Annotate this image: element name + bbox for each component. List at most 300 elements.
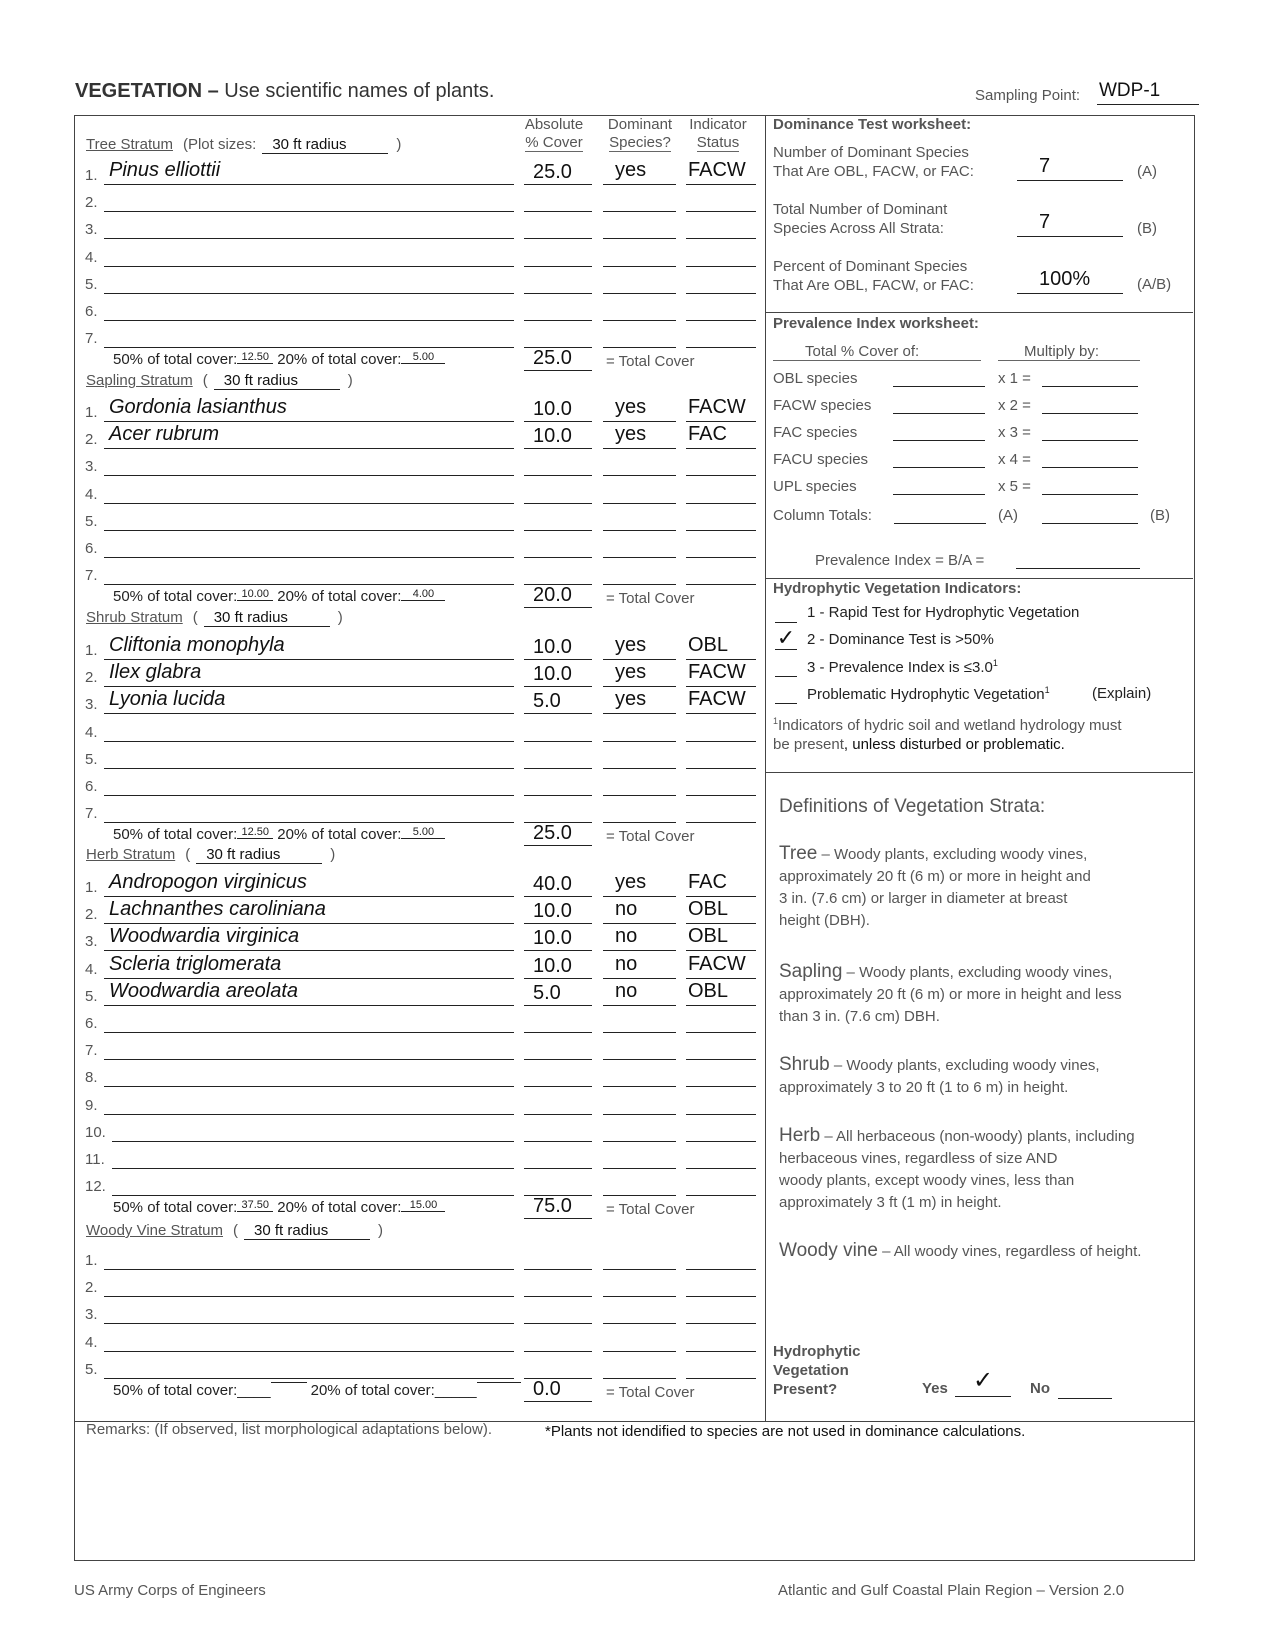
indicator-status-field[interactable]: FACW — [686, 396, 756, 422]
indicator-status-field[interactable] — [686, 505, 756, 531]
species-field[interactable] — [104, 505, 514, 531]
dominant-field[interactable] — [603, 532, 676, 558]
species-field[interactable]: Lyonia lucida — [104, 688, 514, 714]
total-cover-field[interactable]: 75.0 — [524, 1195, 592, 1219]
species-field[interactable] — [104, 716, 514, 742]
species-field[interactable] — [104, 1089, 514, 1115]
dominance-title: Dominance Test worksheet: — [773, 116, 972, 133]
species-field[interactable] — [104, 322, 514, 348]
dominant-field[interactable]: yes — [603, 396, 676, 422]
column-totals-b-field[interactable] — [1042, 507, 1138, 524]
row-number: 7. — [85, 1042, 98, 1060]
stratum-name: Shrub Stratum — [86, 609, 183, 626]
absolute-cover-field[interactable] — [524, 1300, 592, 1324]
present-yes-field[interactable] — [955, 1366, 1011, 1397]
fifty-percent-label: 50% of total cover:____ — [113, 1382, 271, 1399]
dominant-field[interactable] — [603, 478, 676, 504]
prevalence-result-field[interactable] — [1042, 397, 1138, 414]
indicator-status-field[interactable] — [686, 450, 756, 476]
species-field[interactable]: Ilex glabra — [104, 661, 514, 687]
indicator-status-field[interactable] — [686, 213, 756, 239]
plot-size-close: ) — [347, 372, 353, 389]
dominant-field[interactable]: yes — [603, 661, 676, 687]
species-field[interactable] — [112, 1143, 514, 1169]
species-field[interactable]: Lachnanthes caroliniana — [104, 898, 514, 924]
plot-size-label: ( — [202, 372, 208, 389]
dominant-field[interactable] — [603, 1143, 676, 1169]
absolute-cover-field[interactable]: 5.0 — [524, 982, 592, 1006]
prevalence-multiplier: x 3 = — [998, 424, 1031, 441]
dominant-field[interactable] — [603, 213, 676, 239]
row-number: 5. — [85, 512, 98, 530]
dominant-field[interactable]: no — [603, 953, 676, 979]
prevalence-cover-field[interactable] — [893, 370, 985, 387]
indicator-status-field[interactable]: FAC — [686, 423, 756, 449]
absolute-cover-field[interactable] — [524, 1355, 592, 1379]
species-field[interactable] — [104, 1061, 514, 1087]
species-field[interactable] — [104, 1271, 514, 1297]
species-field[interactable]: Scleria triglomerata — [104, 953, 514, 979]
indicator-status-field[interactable]: FACW — [686, 953, 756, 979]
plot-size-label: ( — [185, 846, 191, 863]
fifty-percent-field[interactable]: 12.50 — [237, 826, 273, 839]
fifty-percent-label: 50% of total cover: — [113, 588, 238, 606]
definition-shrub: Shrub – Woody plants, excluding woody vines, approximately 3 to 20 ft (1 to 6 m) in height. — [779, 1054, 1100, 1096]
species-field[interactable] — [104, 797, 514, 823]
indicator-status-field[interactable] — [686, 1326, 756, 1352]
sampling-point-label: Sampling Point: — [975, 87, 1081, 104]
dominant-field[interactable]: yes — [603, 634, 676, 660]
indicator-status-field[interactable]: FAC — [686, 871, 756, 897]
absolute-cover-field[interactable] — [524, 534, 592, 558]
row-number: 9. — [85, 1096, 98, 1114]
stratum-header — [86, 136, 401, 154]
plot-size-field[interactable]: 30 ft radius — [196, 846, 322, 864]
absolute-cover-field[interactable] — [524, 188, 592, 212]
dominance-ab-tag: (A/B) — [1137, 276, 1172, 293]
indicator-footnote: $^1$Indicators of hydric soil and wetland hydrology must be present, unless disturbed or problematic. — [773, 716, 1122, 753]
dominance-a-tag: (A) — [1137, 163, 1157, 180]
prevalence-species-label: FACW species — [773, 397, 872, 414]
present-no-field[interactable] — [1058, 1380, 1112, 1399]
absolute-cover-field[interactable] — [524, 561, 592, 585]
plot-size-field[interactable]: 30 ft radius — [214, 372, 340, 390]
species-field[interactable] — [104, 1298, 514, 1324]
column-totals-a-tag: (A) — [998, 507, 1018, 524]
total-cover-label: = Total Cover — [606, 590, 695, 608]
definition-herb: Herb – All herbaceous (non-woody) plants, including herbaceous vines, regardless of size AND woody plants, except woody vines, less than approximately 3 ft (1 m) in height. — [779, 1125, 1135, 1211]
column-divider — [765, 115, 766, 1421]
indicator-label: 2 - Dominance Test is >50% — [807, 631, 994, 648]
species-field[interactable]: Gordonia lasianthus — [104, 396, 514, 422]
species-field[interactable] — [104, 478, 514, 504]
dominant-field[interactable] — [603, 1326, 676, 1352]
cover-summary — [113, 351, 445, 368]
dominant-field[interactable] — [603, 743, 676, 769]
indicator-status-field[interactable] — [686, 1116, 756, 1142]
dominant-field[interactable] — [603, 1353, 676, 1379]
row-number: 3. — [85, 221, 98, 239]
species-field[interactable]: Acer rubrum — [104, 423, 514, 449]
dominant-field[interactable] — [603, 559, 676, 585]
check-icon: ✓ — [776, 625, 796, 650]
indicator-status-field[interactable] — [686, 1034, 756, 1060]
indicator-status-field[interactable]: OBL — [686, 898, 756, 924]
absolute-cover-field[interactable]: 10.0 — [524, 955, 592, 979]
cover-summary — [113, 1199, 445, 1216]
dominant-field[interactable]: no — [603, 980, 676, 1006]
row-number: 7. — [85, 567, 98, 585]
dominant-field[interactable] — [603, 450, 676, 476]
indicator-status-field[interactable] — [686, 716, 756, 742]
absolute-cover-field[interactable]: 40.0 — [524, 873, 592, 897]
fifty-percent-field[interactable]: 12.50 — [237, 351, 273, 364]
prevalence-divider — [765, 578, 1193, 579]
absolute-cover-header: Absolute % Cover — [524, 116, 584, 151]
absolute-cover-field[interactable] — [524, 1091, 592, 1115]
row-number: 6. — [85, 1015, 98, 1032]
species-field[interactable]: Pinus elliottii — [104, 159, 514, 185]
prevalence-multiplier: x 1 = — [998, 370, 1031, 387]
row-number: 7. — [85, 805, 98, 823]
dominant-field[interactable]: yes — [603, 688, 676, 714]
indicator-status-field[interactable] — [686, 322, 756, 348]
species-field[interactable] — [112, 1170, 514, 1196]
absolute-cover-field[interactable] — [524, 324, 592, 348]
cover-summary — [113, 826, 445, 843]
row-number: 4. — [85, 248, 98, 266]
row-number: 7. — [85, 330, 98, 348]
footnote-marker: 1 — [1044, 685, 1050, 695]
absolute-cover-field[interactable] — [524, 270, 592, 294]
row-number: 2. — [85, 906, 98, 924]
indicator-status-field[interactable]: OBL — [686, 925, 756, 951]
fifty-percent-field[interactable] — [271, 1382, 307, 1383]
indicator-status-field[interactable] — [686, 1244, 756, 1270]
indicator-status-field[interactable]: FACW — [686, 688, 756, 714]
species-field[interactable]: Woodwardia areolata — [104, 980, 514, 1006]
indicator-text — [807, 685, 1050, 703]
indicator-status-field[interactable] — [686, 1271, 756, 1297]
absolute-cover-field[interactable] — [524, 1145, 592, 1169]
column-totals-a-field[interactable] — [894, 507, 986, 524]
species-field[interactable] — [104, 268, 514, 294]
absolute-cover-field[interactable] — [524, 1172, 592, 1196]
indicator-checkbox[interactable] — [775, 627, 797, 650]
dominance-b-value[interactable]: 7 — [1017, 211, 1123, 237]
prevalence-multiplier: x 4 = — [998, 451, 1031, 468]
dominant-field[interactable] — [603, 1298, 676, 1324]
species-field[interactable] — [104, 213, 514, 239]
dominance-b-tag: (B) — [1137, 220, 1157, 237]
absolute-cover-field[interactable] — [524, 1246, 592, 1270]
absolute-cover-field[interactable] — [524, 1328, 592, 1352]
definition-sapling: Sapling – Woody plants, excluding woody vines, approximately 20 ft (6 m) or more in height and less than 3 in. (7.6 cm) DBH. — [779, 961, 1122, 1025]
species-field[interactable] — [104, 186, 514, 212]
dominant-field[interactable] — [603, 1271, 676, 1297]
total-cover-field[interactable]: 25.0 — [524, 822, 592, 846]
species-field[interactable] — [104, 532, 514, 558]
row-number: 2. — [85, 194, 98, 212]
indicator-status-field[interactable]: FACW — [686, 661, 756, 687]
dominant-field[interactable]: yes — [603, 871, 676, 897]
total-cover-label: = Total Cover — [606, 1201, 695, 1219]
dominant-field[interactable] — [603, 1061, 676, 1087]
prevalence-multiplier: x 2 = — [998, 397, 1031, 414]
dominant-field[interactable] — [603, 797, 676, 823]
species-field[interactable] — [104, 1034, 514, 1060]
row-number: 1. — [85, 404, 98, 421]
absolute-cover-field[interactable]: 10.0 — [524, 398, 592, 422]
species-field[interactable] — [104, 743, 514, 769]
total-cover-field[interactable]: 20.0 — [524, 584, 592, 608]
indicator-status-field[interactable] — [686, 532, 756, 558]
cover-summary — [113, 588, 445, 605]
dominant-field[interactable]: yes — [603, 159, 676, 185]
species-field[interactable] — [104, 241, 514, 267]
indicator-checkbox[interactable] — [775, 681, 797, 704]
dominant-field[interactable] — [603, 1089, 676, 1115]
species-field[interactable] — [104, 450, 514, 476]
prevalence-cover-field[interactable] — [893, 397, 985, 414]
column-totals-label: Column Totals: — [773, 507, 872, 524]
indicator-status-field[interactable] — [686, 1298, 756, 1324]
indicator-status-field[interactable] — [686, 241, 756, 267]
indicator-status-field[interactable]: FACW — [686, 159, 756, 185]
dominant-field[interactable] — [603, 1170, 676, 1196]
species-field[interactable]: Andropogon virginicus — [104, 871, 514, 897]
dominant-field[interactable] — [603, 716, 676, 742]
absolute-cover-field[interactable] — [524, 772, 592, 796]
species-field[interactable] — [104, 295, 514, 321]
indicator-status-field[interactable] — [686, 770, 756, 796]
twenty-percent-field[interactable] — [477, 1382, 521, 1383]
row-number: 3. — [85, 696, 98, 714]
stratum-name: Sapling Stratum — [86, 372, 193, 389]
plot-size-close: ) — [330, 846, 336, 863]
absolute-cover-field[interactable] — [524, 1118, 592, 1142]
indicator-status-field[interactable] — [686, 478, 756, 504]
sampling-point-field[interactable]: WDP-1 — [1097, 80, 1199, 105]
absolute-cover-field[interactable]: 25.0 — [524, 161, 592, 185]
absolute-cover-field[interactable] — [524, 452, 592, 476]
row-number: 5. — [85, 750, 98, 768]
species-field[interactable] — [104, 559, 514, 585]
dominant-field[interactable] — [603, 241, 676, 267]
dominant-species-header: Dominant Species? — [607, 116, 673, 151]
absolute-cover-field[interactable] — [524, 480, 592, 504]
species-field[interactable] — [104, 1007, 514, 1033]
prevalence-species-label: FAC species — [773, 424, 858, 441]
prevalence-species-label: OBL species — [773, 370, 858, 387]
plot-size-label: (Plot sizes: — [182, 136, 257, 153]
page-title: VEGETATION – Use scientific names of plants. — [75, 80, 495, 102]
stratum-header — [86, 846, 335, 864]
twenty-percent-label: 20% of total cover:_____ — [310, 1382, 477, 1399]
total-cover-field[interactable]: 25.0 — [524, 347, 592, 371]
plot-size-close: ) — [396, 136, 402, 153]
twenty-percent-field[interactable]: 15.00 — [401, 1199, 445, 1212]
absolute-cover-field[interactable]: 5.0 — [524, 690, 592, 714]
indicator-status-field[interactable] — [686, 1143, 756, 1169]
plot-size-field[interactable]: 30 ft radius — [262, 136, 388, 154]
dominant-field[interactable] — [603, 186, 676, 212]
row-number: 4. — [85, 1333, 98, 1351]
indicator-status-field[interactable] — [686, 1089, 756, 1115]
prevalence-multiplier: x 5 = — [998, 478, 1031, 495]
indicator-status-field[interactable] — [686, 797, 756, 823]
dominant-field[interactable] — [603, 1007, 676, 1033]
indicator-status-field[interactable] — [686, 295, 756, 321]
dominant-field[interactable] — [603, 505, 676, 531]
twenty-percent-field[interactable]: 5.00 — [401, 826, 445, 839]
species-field[interactable] — [104, 770, 514, 796]
row-number: 3. — [85, 933, 98, 951]
absolute-cover-field[interactable]: 10.0 — [524, 900, 592, 924]
species-field[interactable] — [104, 1353, 514, 1379]
prevalence-cover-field[interactable] — [893, 424, 985, 441]
species-field[interactable] — [104, 1244, 514, 1270]
indicator-status-field[interactable] — [686, 1007, 756, 1033]
absolute-cover-field[interactable] — [524, 297, 592, 321]
prevalence-species-label: FACU species — [773, 451, 869, 468]
twenty-percent-field[interactable]: 4.00 — [401, 588, 445, 601]
stratum-name: Woody Vine Stratum — [86, 1222, 224, 1239]
dominant-field[interactable] — [603, 770, 676, 796]
twenty-percent-label: 20% of total cover: — [277, 351, 402, 369]
stratum-name: Tree Stratum — [86, 136, 173, 153]
absolute-cover-field[interactable] — [524, 1036, 592, 1060]
absolute-cover-field[interactable] — [524, 215, 592, 239]
row-number: 4. — [85, 960, 98, 978]
remarks-text[interactable]: *Plants not idendified to species are not used in dominance calculations. — [545, 1423, 1026, 1440]
prevalence-result-field[interactable] — [1042, 478, 1138, 495]
fifty-percent-label: 50% of total cover: — [113, 351, 238, 369]
absolute-cover-field[interactable]: 10.0 — [524, 425, 592, 449]
plot-size-field[interactable]: 30 ft radius — [244, 1222, 370, 1240]
plot-size-label: ( — [233, 1222, 239, 1239]
absolute-cover-field[interactable]: 10.0 — [524, 927, 592, 951]
prevalence-result-field[interactable] — [1042, 451, 1138, 468]
plot-size-field[interactable]: 30 ft radius — [204, 609, 330, 627]
indicator-status-field[interactable]: OBL — [686, 634, 756, 660]
prevalence-cover-field[interactable] — [893, 451, 985, 468]
indicator-status-field[interactable] — [686, 1061, 756, 1087]
dominance-divider — [765, 312, 1193, 313]
total-cover-label: = Total Cover — [606, 1384, 695, 1401]
stratum-name: Herb Stratum — [86, 846, 176, 863]
dominance-ab-label: Percent of Dominant Species That Are OBL, FACW, or FAC: — [773, 258, 974, 294]
absolute-cover-field[interactable] — [524, 1063, 592, 1087]
fifty-percent-field[interactable]: 37.50 — [237, 1199, 273, 1212]
plot-size-close: ) — [337, 609, 343, 626]
indicator-checkbox[interactable] — [775, 600, 797, 623]
indicator-checkbox[interactable] — [775, 654, 797, 677]
indicator-text — [807, 658, 998, 676]
twenty-percent-label: 20% of total cover: — [277, 1199, 402, 1217]
column-totals-b-tag: (B) — [1150, 507, 1170, 524]
total-cover-label: = Total Cover — [606, 353, 695, 371]
prevalence-index-field[interactable] — [1016, 552, 1140, 569]
indicator-text — [807, 604, 1079, 621]
indicator-status-field[interactable] — [686, 186, 756, 212]
indicators-divider — [765, 772, 1193, 773]
species-field[interactable]: Cliftonia monophyla — [104, 634, 514, 660]
indicator-status-field[interactable] — [686, 559, 756, 585]
indicator-status-field[interactable] — [686, 1170, 756, 1196]
absolute-cover-field[interactable] — [524, 507, 592, 531]
species-field[interactable] — [104, 1326, 514, 1352]
dominant-field[interactable]: yes — [603, 423, 676, 449]
row-number: 10. — [85, 1123, 106, 1141]
twenty-percent-field[interactable]: 5.00 — [401, 351, 445, 364]
absolute-cover-field[interactable] — [524, 718, 592, 742]
fifty-percent-label: 50% of total cover: — [113, 826, 238, 844]
indicator-status-field[interactable] — [686, 268, 756, 294]
dominance-a-label: Number of Dominant Species That Are OBL, FACW, or FAC: — [773, 144, 974, 180]
cover-summary — [113, 1382, 521, 1399]
stratum-header — [86, 1222, 383, 1240]
row-number: 1. — [85, 642, 98, 659]
species-field[interactable] — [112, 1116, 514, 1142]
dominance-a-value[interactable]: 7 — [1017, 155, 1123, 181]
absolute-cover-field[interactable] — [524, 799, 592, 823]
definition-woody-vine: Woody vine – All woody vines, regardless of height. — [779, 1240, 1142, 1261]
indicator-status-field[interactable] — [686, 1353, 756, 1379]
row-number: 1. — [85, 167, 98, 184]
row-number: 3. — [85, 458, 98, 476]
indicator-text — [807, 631, 994, 648]
row-number: 2. — [85, 669, 98, 687]
dominant-field[interactable] — [603, 322, 676, 348]
total-cover-field[interactable]: 0.0 — [524, 1378, 592, 1402]
absolute-cover-field[interactable] — [524, 1009, 592, 1033]
dominance-b-label: Total Number of Dominant Species Across All Strata: — [773, 201, 948, 237]
prevalence-cover-field[interactable] — [893, 478, 985, 495]
plot-size-label: ( — [192, 609, 198, 626]
absolute-cover-field[interactable] — [524, 243, 592, 267]
dominant-field[interactable] — [603, 1116, 676, 1142]
dominant-field[interactable] — [603, 295, 676, 321]
absolute-cover-field[interactable] — [524, 1273, 592, 1297]
absolute-cover-field[interactable] — [524, 745, 592, 769]
prevalence-species-label: UPL species — [773, 478, 857, 495]
fifty-percent-label: 50% of total cover: — [113, 1199, 238, 1217]
row-number: 1. — [85, 1252, 98, 1269]
species-field[interactable]: Woodwardia virginica — [104, 925, 514, 951]
indicator-status-field[interactable] — [686, 743, 756, 769]
total-cover-label: = Total Cover — [606, 828, 695, 846]
prevalence-result-field[interactable] — [1042, 370, 1138, 387]
remarks-label: Remarks: (If observed, list morphological adaptations below). — [86, 1421, 493, 1438]
absolute-cover-field[interactable]: 10.0 — [524, 663, 592, 687]
row-number: 2. — [85, 1279, 98, 1297]
row-number: 11. — [85, 1151, 105, 1168]
dominant-field[interactable] — [603, 268, 676, 294]
fifty-percent-field[interactable]: 10.00 — [237, 588, 273, 601]
prevalence-result-field[interactable] — [1042, 424, 1138, 441]
dominance-ab-value[interactable]: 100% — [1017, 268, 1123, 294]
dominant-field[interactable]: no — [603, 898, 676, 924]
dominant-field[interactable]: no — [603, 925, 676, 951]
check-icon: ✓ — [972, 1367, 994, 1394]
row-number: 12. — [85, 1178, 106, 1196]
dominant-field[interactable] — [603, 1034, 676, 1060]
indicator-label: Problematic Hydrophytic Vegetation — [807, 686, 1045, 703]
dominant-field[interactable] — [603, 1244, 676, 1270]
indicator-status-field[interactable]: OBL — [686, 980, 756, 1006]
absolute-cover-field[interactable]: 10.0 — [524, 636, 592, 660]
